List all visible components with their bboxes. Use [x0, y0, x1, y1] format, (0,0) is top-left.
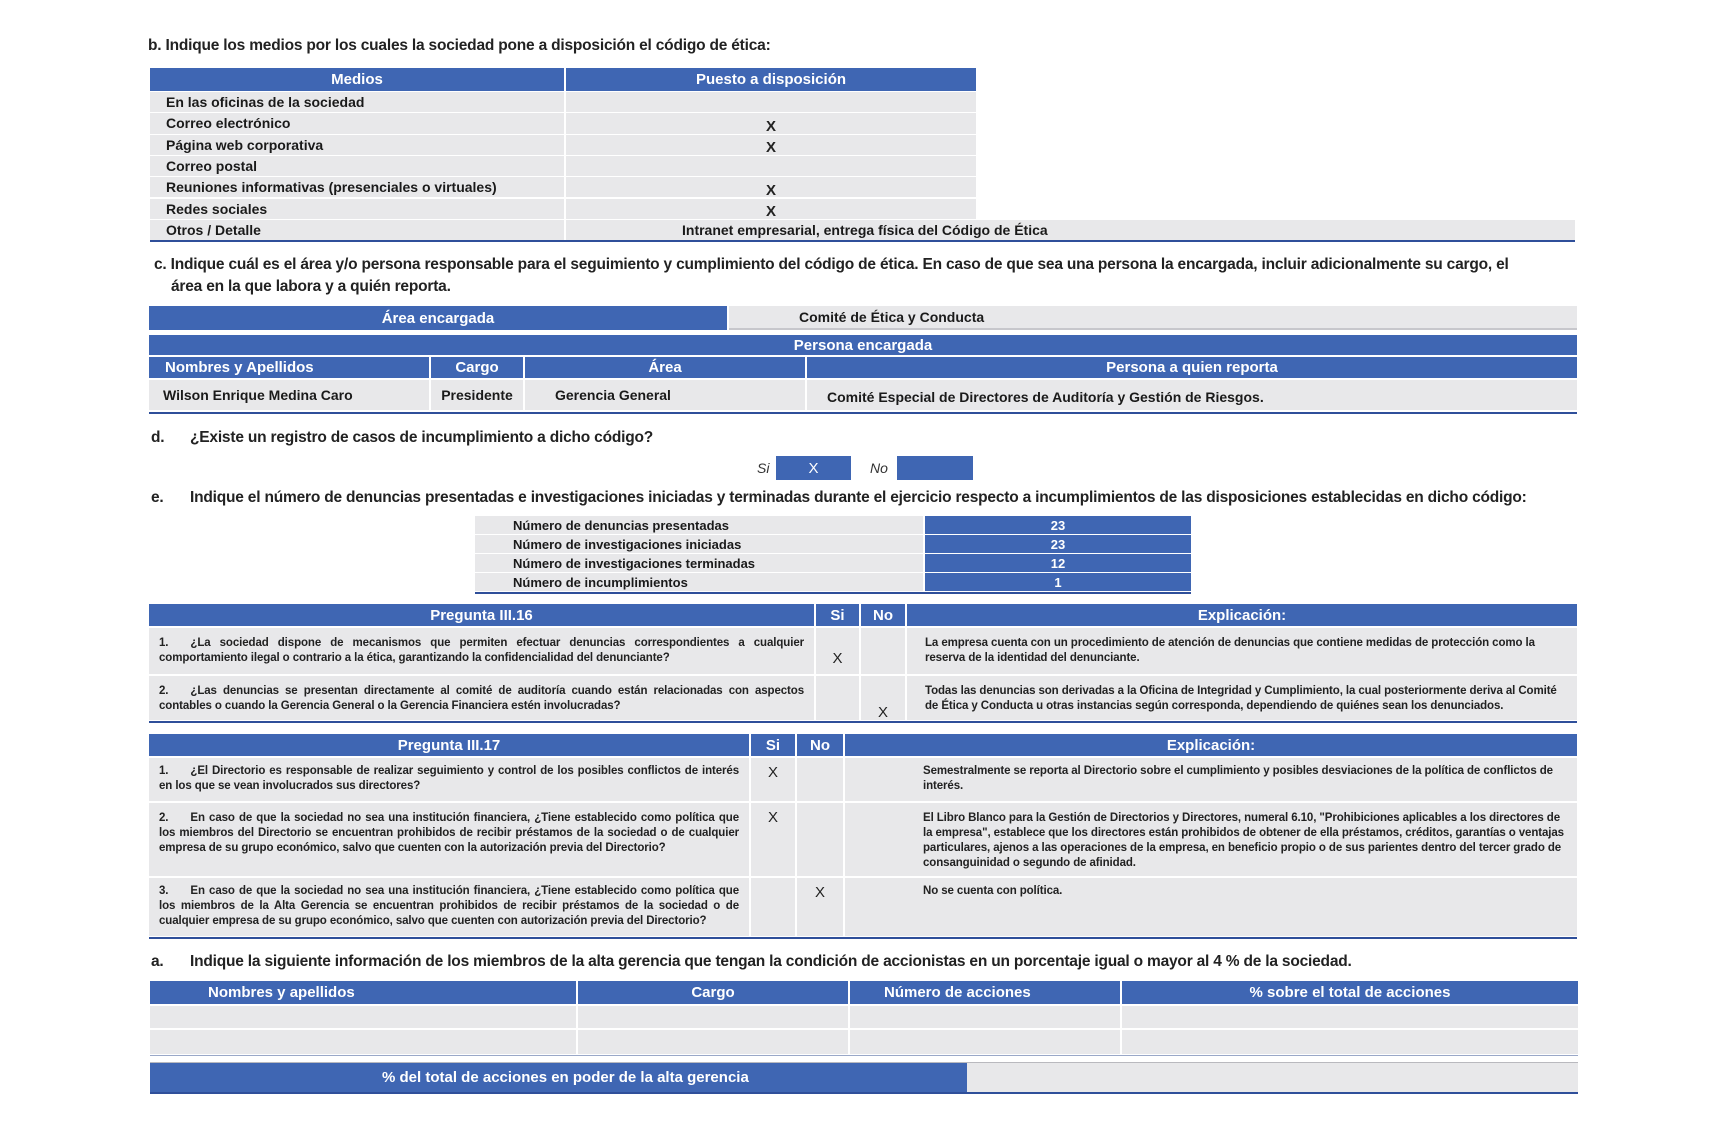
medio-label: Correo postal	[150, 156, 564, 176]
pregunta-num: 2.	[159, 685, 169, 697]
medio-label: Reuniones informativas (presenciales o virtuales)	[150, 177, 564, 197]
explicacion-cell	[845, 878, 1577, 936]
medio-check: X	[566, 199, 976, 219]
no-mark	[861, 628, 905, 674]
col-header-porcentaje: % sobre el total de acciones	[1122, 981, 1578, 1004]
pregunta-num: 1.	[159, 765, 169, 777]
si-mark	[816, 676, 859, 720]
pregunta-body: ¿Las denuncias se presentan directamente al comité de auditoría cuando están relacionadas con aspectos contables o cuando la Gerencia General o la Gerencia Financiera estén involucradas?	[159, 685, 804, 712]
q317-table	[149, 734, 1577, 940]
q317-header-no: No	[797, 734, 843, 756]
divider	[150, 240, 1575, 242]
persona-encargada-label: Persona encargada	[149, 335, 1577, 355]
no-mark: X	[797, 878, 843, 936]
pregunta-num: 3.	[159, 885, 169, 897]
explicacion-text: No se cuenta con política.	[923, 885, 1063, 897]
empty-cell	[150, 1030, 576, 1054]
pregunta-text	[159, 811, 739, 856]
estadistica-value: 12	[925, 554, 1191, 572]
empty-cell	[150, 1006, 576, 1028]
medio-detalle: Intranet empresarial, entrega física del Código de Ética	[566, 220, 1575, 240]
q316-header-no: No	[861, 604, 905, 626]
col-header-numero-acciones: Número de acciones	[850, 981, 1120, 1004]
section-e-letter: e.	[151, 489, 164, 506]
pregunta-body: En caso de que la sociedad no sea una institución financiera, ¿Tiene establecido como política que los miembros del Directorio se encuentran prohibidos de recibir préstamos de la sociedad o de cualquier empresa de su grupo económico, salvo que cuenten con la autorización previa del Directorio?	[159, 812, 739, 854]
pregunta-cell	[149, 676, 814, 720]
medio-check	[566, 156, 976, 176]
estadistica-label: Número de investigaciones iniciadas	[475, 535, 923, 553]
section-d-question: ¿Existe un registro de casos de incumplimiento a dicho código?	[190, 429, 654, 446]
section-c-question-cont: área en la que labora y a quién reporta.	[171, 278, 451, 295]
q317-header-explicacion: Explicación:	[845, 734, 1577, 756]
section-a-table	[150, 981, 1578, 1096]
explicacion-cell	[907, 628, 1577, 674]
divider	[150, 1092, 1578, 1094]
explicacion-text: La empresa cuenta con un procedimiento de atención de denuncias que contiene medidas de protección como la reserva de la identidad del denunciante.	[925, 637, 1535, 664]
si-mark: X	[816, 628, 859, 674]
no-mark	[797, 758, 843, 801]
empty-cell	[578, 1006, 848, 1028]
empty-cell	[578, 1030, 848, 1054]
estadistica-label: Número de investigaciones terminadas	[475, 554, 923, 572]
divider	[475, 592, 1191, 594]
section-e-table	[475, 516, 1191, 596]
no-mark	[797, 803, 843, 876]
persona-nombre: Wilson Enrique Medina Caro	[149, 380, 429, 410]
q316-header-pregunta: Pregunta III.16	[149, 604, 814, 626]
divider	[150, 1055, 1578, 1056]
pregunta-cell	[149, 628, 814, 674]
si-mark	[751, 878, 795, 936]
pregunta-body: ¿La sociedad dispone de mecanismos que permiten efectuar denuncias correspondientes a cualquier comportamiento ilegal o contrario a la ética, garantizando la confidencialidad del denunciante?	[159, 637, 804, 664]
estadistica-value: 23	[925, 516, 1191, 534]
si-mark: X	[751, 803, 795, 876]
pregunta-cell	[149, 878, 749, 936]
medio-label: Correo electrónico	[150, 113, 564, 133]
empty-cell	[1122, 1006, 1578, 1028]
pregunta-body: ¿El Directorio es responsable de realizar seguimiento y control de los posibles conflictos de interés en los que se vean involucrados sus directores?	[159, 765, 739, 792]
pregunta-body: En caso de que la sociedad no sea una institución financiera, ¿Tiene establecido como política que los miembros de la Alta Gerencia se encuentran prohibidos de recibir préstamos de la sociedad o de cualquier empresa de su grupo económico, salvo que cuenten con autorización previa del Directorio?	[159, 885, 739, 927]
section-d-letter: d.	[151, 429, 165, 446]
col-header-cargo-a: Cargo	[578, 981, 848, 1004]
section-b-table	[150, 68, 1575, 243]
explicacion-cell	[907, 676, 1577, 720]
explicacion-cell	[845, 803, 1577, 876]
area-encargada-label: Área encargada	[149, 306, 727, 330]
total-acciones-label: % del total de acciones en poder de la alta gerencia	[150, 1063, 967, 1092]
pregunta-num: 1.	[159, 637, 169, 649]
empty-cell	[850, 1030, 1120, 1054]
pregunta-text	[159, 636, 804, 666]
area-encargada-value: Comité de Ética y Conducta	[729, 306, 1577, 330]
section-b-question: b. Indique los medios por los cuales la sociedad pone a disposición el código de ética:	[148, 37, 771, 54]
empty-cell	[850, 1006, 1120, 1028]
total-acciones-value	[967, 1063, 1578, 1092]
section-e-question: Indique el número de denuncias presentadas e investigaciones iniciadas y terminadas durante el ejercicio respecto a incumplimientos de las disposiciones establecidas en dicho código:	[190, 489, 1527, 506]
q316-table	[149, 604, 1577, 724]
q317-header-si: Si	[751, 734, 795, 756]
explicacion-text: Todas las denuncias son derivadas a la Oficina de Integridad y Cumplimiento, la cual posteriormente deriva al Comité de Ética y Conducta u otras instancias según corresponda, dependiendo de quiénes sean los denunciados.	[925, 685, 1557, 712]
medio-label: Página web corporativa	[150, 135, 564, 155]
medio-check	[566, 92, 976, 112]
pregunta-cell	[149, 758, 749, 801]
divider	[149, 721, 1577, 723]
col-header-nombres-apellidos: Nombres y apellidos	[150, 981, 576, 1004]
si-label: Si	[757, 460, 770, 476]
q316-header-explicacion: Explicación:	[907, 604, 1577, 626]
pregunta-cell	[149, 803, 749, 876]
q317-header-pregunta: Pregunta III.17	[149, 734, 749, 756]
persona-area: Gerencia General	[525, 380, 805, 410]
medio-label: Otros / Detalle	[150, 220, 564, 240]
col-header-area: Área	[525, 357, 805, 378]
explicacion-text: Semestralmente se reporta al Directorio sobre el cumplimiento y posibles desviaciones de la política de conflictos de interés.	[923, 765, 1553, 792]
divider	[149, 937, 1577, 939]
medio-check: X	[566, 113, 976, 133]
col-header-nombres: Nombres y Apellidos	[149, 357, 429, 378]
section-a-letter: a.	[151, 953, 164, 970]
col-header-puesto: Puesto a disposición	[566, 68, 976, 91]
section-c-question: c. Indique cuál es el área y/o persona responsable para el seguimiento y cumplimiento del código de ética. En caso de que sea una persona la encargada, incluir adicionalmente su cargo, el	[154, 256, 1509, 273]
col-header-medios: Medios	[150, 68, 564, 91]
pregunta-num: 2.	[159, 812, 169, 824]
estadistica-label: Número de incumplimientos	[475, 573, 923, 591]
col-header-cargo: Cargo	[431, 357, 523, 378]
persona-cargo: Presidente	[431, 380, 523, 410]
pregunta-text	[159, 884, 739, 929]
medio-label: En las oficinas de la sociedad	[150, 92, 564, 112]
divider	[149, 412, 1577, 414]
explicacion-text: El Libro Blanco para la Gestión de Directorios y Directores, numeral 6.10, "Prohibiciones aplicables a los directores de la empresa", establece que los directores están prohibidos de obtener de ella préstamos, créditos, garantías o ventajas particulares, ajenos a las operaciones de la empresa, en beneficio propio o de sus parientes dentro del tercer grado de consanguinidad o segundo de afinidad.	[923, 812, 1564, 869]
estadistica-value: 23	[925, 535, 1191, 553]
q316-header-si: Si	[816, 604, 859, 626]
no-box	[897, 456, 973, 480]
col-header-reporta: Persona a quien reporta	[807, 357, 1577, 378]
no-mark: X	[861, 676, 905, 720]
empty-cell	[1122, 1030, 1578, 1054]
explicacion-cell	[845, 758, 1577, 801]
persona-reporta: Comité Especial de Directores de Auditoría y Gestión de Riesgos.	[807, 380, 1577, 410]
section-a-question: Indique la siguiente información de los miembros de la alta gerencia que tengan la condición de accionistas en un porcentaje igual o mayor al 4 % de la sociedad.	[190, 953, 1352, 970]
medio-label: Redes sociales	[150, 199, 564, 219]
section-c-table	[149, 306, 1577, 416]
medio-check: X	[566, 177, 976, 197]
pregunta-text	[159, 684, 804, 714]
estadistica-value: 1	[925, 573, 1191, 591]
si-box: X	[776, 456, 851, 480]
si-mark: X	[751, 758, 795, 801]
estadistica-label: Número de denuncias presentadas	[475, 516, 923, 534]
no-label: No	[870, 460, 888, 476]
pregunta-text	[159, 764, 739, 794]
medio-check: X	[566, 135, 976, 155]
